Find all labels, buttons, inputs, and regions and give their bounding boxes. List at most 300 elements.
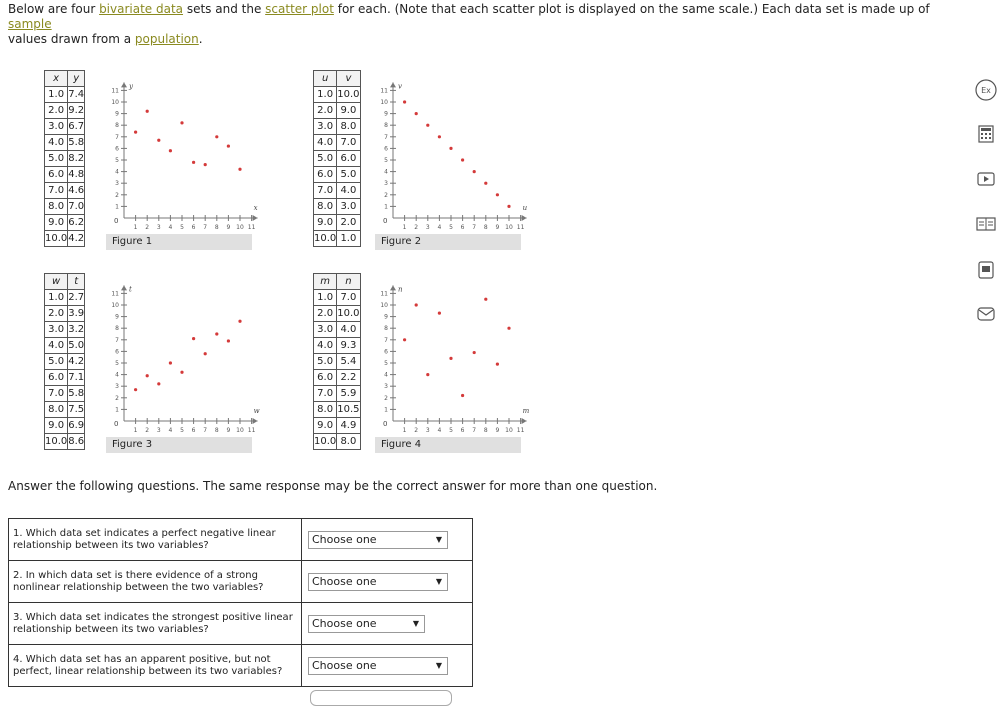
table-cell: 4.0 [314, 338, 337, 354]
x-tick-label: 7 [203, 224, 208, 231]
table-cell: 2.2 [337, 370, 360, 386]
table-cell: 2.0 [314, 103, 337, 119]
data-point [192, 161, 195, 164]
table-cell: 7.0 [337, 290, 360, 306]
table-cell: 10.0 [337, 87, 360, 103]
table-row [45, 386, 85, 402]
table-cell: 4.2 [68, 231, 85, 247]
x-tick-label: 7 [203, 427, 208, 434]
y-tick-label: 7 [115, 133, 119, 141]
x-tick-label: 9 [226, 224, 231, 231]
table-row [45, 135, 85, 151]
y-tick-label: 8 [115, 325, 119, 333]
dropdown-selected-value: Choose one [312, 658, 377, 672]
table-cell: 7.0 [45, 386, 68, 402]
table-row [314, 418, 361, 434]
table-row [314, 151, 361, 167]
table-cell: 9.0 [314, 215, 337, 231]
table-row [45, 231, 85, 247]
scatter-plot [371, 273, 530, 434]
y-axis-label: n [398, 285, 403, 294]
table-row [45, 434, 85, 450]
y-axis-arrow [390, 82, 396, 87]
mail-icon[interactable] [972, 300, 1000, 328]
intro-part: . [198, 32, 203, 46]
table-cell: 5.0 [68, 338, 85, 354]
x-tick-label: 6 [191, 224, 196, 231]
y-axis-label: y [129, 82, 133, 91]
table-row [314, 183, 361, 199]
link-population[interactable]: population [134, 32, 199, 46]
scatter-plot [102, 70, 258, 231]
table-cell: 7.0 [314, 386, 337, 402]
table-row [314, 306, 361, 322]
table-row [314, 386, 361, 402]
table-cell: 5.0 [314, 151, 337, 167]
y-tick-label: 7 [384, 336, 388, 344]
table-cell: 7.5 [68, 402, 85, 418]
data-point [484, 182, 487, 185]
data-point [134, 388, 137, 391]
x-tick-label: 10 [505, 427, 513, 434]
table-cell: 3.0 [314, 322, 337, 338]
submit-area[interactable] [310, 690, 452, 706]
data-point [227, 339, 230, 342]
table-cell: 8.0 [314, 199, 337, 215]
x-tick-label: 2 [414, 427, 419, 434]
table-cell: 6.0 [45, 167, 68, 183]
data-point [169, 149, 172, 152]
table-cell: 8.0 [314, 402, 337, 418]
data-point [215, 332, 218, 335]
data-point [426, 373, 429, 376]
table-cell: 4.0 [45, 135, 68, 151]
x-tick-label: 8 [214, 427, 219, 434]
data-point [484, 298, 487, 301]
table-cell: 1.0 [314, 87, 337, 103]
y-tick-label: 6 [384, 348, 388, 356]
table-cell: 3.9 [68, 306, 85, 322]
table-row [45, 199, 85, 215]
table-cell: 5.0 [337, 167, 360, 183]
table-cell: 6.9 [68, 418, 85, 434]
data-point [238, 320, 241, 323]
y-tick-label: 3 [115, 180, 119, 188]
answer-dropdown[interactable] [308, 573, 448, 591]
data-point [134, 131, 137, 134]
table-cell: 2.0 [314, 306, 337, 322]
x-tick-label: 11 [247, 427, 256, 434]
table-cell: 8.0 [45, 199, 68, 215]
x-tick-label: 4 [168, 427, 173, 434]
origin-label: 0 [383, 420, 388, 428]
y-tick-label: 11 [380, 290, 388, 298]
y-tick-label: 1 [384, 406, 388, 414]
table-header-cell: y [68, 71, 85, 87]
table-cell: 5.0 [314, 354, 337, 370]
table-row [314, 103, 361, 119]
x-axis-label: w [253, 407, 260, 415]
intro-text [8, 2, 968, 47]
table-cell: 4.0 [314, 135, 337, 151]
table-cell: 6.0 [314, 370, 337, 386]
questions-table [8, 518, 473, 687]
y-tick-label: 6 [115, 145, 119, 153]
table-row [314, 434, 361, 450]
answer-dropdown[interactable] [308, 657, 448, 675]
answer-dropdown[interactable] [308, 531, 448, 549]
x-tick-label: 1 [133, 427, 138, 434]
table-row [45, 418, 85, 434]
data-table [313, 70, 361, 247]
table-row [45, 167, 85, 183]
table-row [314, 199, 361, 215]
y-axis-arrow [121, 285, 127, 290]
table-header-cell: t [68, 274, 85, 290]
x-tick-label: 8 [214, 224, 219, 231]
x-tick-label: 6 [191, 427, 196, 434]
table-row [314, 322, 361, 338]
data-point [473, 351, 476, 354]
x-tick-label: 9 [495, 224, 500, 231]
y-axis-label: v [398, 82, 402, 91]
data-point [180, 121, 183, 124]
table-cell: 3.2 [68, 322, 85, 338]
x-tick-label: 7 [472, 427, 477, 434]
data-point [496, 193, 499, 196]
y-tick-label: 11 [111, 290, 119, 298]
table-cell: 7.0 [68, 199, 85, 215]
table-cell: 5.0 [45, 151, 68, 167]
intro-part: for each. (Note that each scatter plot is displayed on the same scale.) Each data set is made up of [333, 2, 930, 16]
y-tick-label: 9 [384, 313, 388, 321]
y-axis-label: t [129, 285, 132, 294]
table-cell: 2.0 [337, 215, 360, 231]
y-tick-label: 7 [384, 133, 388, 141]
table-cell: 7.0 [314, 183, 337, 199]
table-row [314, 354, 361, 370]
data-point [146, 110, 149, 113]
table-row [314, 215, 361, 231]
data-point [204, 352, 207, 355]
y-tick-label: 9 [115, 313, 119, 321]
data-point [507, 205, 510, 208]
table-cell: 9.0 [337, 103, 360, 119]
dropdown-selected-value: Choose one [312, 532, 377, 546]
x-tick-label: 10 [236, 224, 244, 231]
table-row [314, 338, 361, 354]
link-scatter-plot[interactable]: scatter plot [265, 2, 334, 16]
x-tick-label: 6 [460, 224, 465, 231]
dropdown-selected-value: Choose one [312, 574, 377, 588]
x-tick-label: 11 [516, 427, 525, 434]
table-cell: 8.2 [68, 151, 85, 167]
answer-cell [302, 603, 473, 645]
origin-label: 0 [114, 217, 119, 225]
table-cell: 6.0 [314, 167, 337, 183]
table-row [314, 231, 361, 247]
question-text: 4. Which data set has an apparent positive, but not perfect, linear relationship between its two variables? [9, 645, 302, 687]
data-point [438, 135, 441, 138]
y-tick-label: 11 [380, 87, 388, 95]
data-point [449, 147, 452, 150]
table-row [45, 87, 85, 103]
table-cell: 6.0 [45, 370, 68, 386]
y-tick-label: 3 [115, 383, 119, 391]
data-point [157, 139, 160, 142]
table-row [45, 322, 85, 338]
y-tick-label: 5 [115, 360, 119, 367]
x-axis-arrow [253, 215, 258, 221]
data-point [227, 144, 230, 147]
scatter-plot [102, 273, 260, 434]
table-cell: 4.0 [45, 338, 68, 354]
table-row [45, 306, 85, 322]
table-header-cell: v [337, 71, 360, 87]
table-row [45, 290, 85, 306]
table-cell: 9.0 [314, 418, 337, 434]
data-point [180, 371, 183, 374]
origin-label: 0 [383, 217, 388, 225]
data-table [313, 273, 361, 450]
y-tick-label: 10 [111, 99, 119, 106]
y-tick-label: 1 [115, 203, 119, 211]
play-icon[interactable] [972, 165, 1000, 193]
table-cell: 4.0 [337, 322, 360, 338]
figure-caption: Figure 4 [375, 437, 521, 453]
x-axis-label: u [522, 204, 528, 212]
table-cell: 10.0 [314, 434, 337, 450]
table-cell: 9.3 [337, 338, 360, 354]
table-cell: 8.6 [68, 434, 85, 450]
y-tick-label: 8 [384, 122, 388, 130]
table-row [45, 338, 85, 354]
table-cell: 3.0 [45, 119, 68, 135]
table-cell: 5.0 [45, 354, 68, 370]
table-cell: 6.7 [68, 119, 85, 135]
question-text: 1. Which data set indicates a perfect negative linear relationship between its two variables? [9, 519, 302, 561]
x-tick-label: 2 [145, 427, 150, 434]
table-cell: 9.0 [45, 215, 68, 231]
table-cell: 7.1 [68, 370, 85, 386]
data-point [507, 327, 510, 330]
svg-text:Ex: Ex [981, 86, 991, 95]
table-cell: 1.0 [314, 290, 337, 306]
table-cell: 4.6 [68, 183, 85, 199]
x-tick-label: 3 [425, 427, 430, 434]
data-point [169, 361, 172, 364]
answer-cell [302, 519, 473, 561]
table-cell: 10.0 [45, 231, 68, 247]
x-tick-label: 2 [414, 224, 419, 231]
table-cell: 4.0 [337, 183, 360, 199]
x-tick-label: 2 [145, 224, 150, 231]
figure-caption: Figure 1 [106, 234, 252, 250]
table-row [314, 119, 361, 135]
y-tick-label: 2 [384, 394, 388, 402]
table-cell: 5.8 [68, 135, 85, 151]
table-cell: 3.0 [337, 199, 360, 215]
link-bivariate-data[interactable]: bivariate data [99, 2, 184, 16]
dropdown-arrow-icon: ▼ [435, 660, 442, 670]
y-tick-label: 7 [115, 336, 119, 344]
table-cell: 4.8 [68, 167, 85, 183]
table-cell: 10.0 [337, 306, 360, 322]
y-tick-label: 8 [115, 122, 119, 130]
table-cell: 8.0 [337, 119, 360, 135]
table-cell: 2.7 [68, 290, 85, 306]
table-cell: 1.0 [45, 87, 68, 103]
table-row [314, 402, 361, 418]
x-tick-label: 10 [236, 427, 244, 434]
table-cell: 8.0 [45, 402, 68, 418]
y-tick-label: 6 [384, 145, 388, 153]
x-tick-label: 11 [516, 224, 525, 231]
y-tick-label: 2 [115, 191, 119, 199]
figure-caption: Figure 2 [375, 234, 521, 250]
data-point [473, 170, 476, 173]
intro-part: values drawn from a [8, 32, 135, 46]
y-tick-label: 9 [384, 110, 388, 118]
y-tick-label: 2 [115, 394, 119, 402]
table-cell: 10.0 [314, 231, 337, 247]
calculator-icon[interactable] [972, 120, 1000, 148]
dropdown-arrow-icon: ▼ [412, 618, 419, 628]
y-tick-label: 4 [115, 371, 119, 379]
question-row [9, 519, 473, 561]
data-point [215, 135, 218, 138]
table-cell: 9.2 [68, 103, 85, 119]
answer-cell [302, 645, 473, 687]
instruction-text: Answer the following questions. The same response may be the correct answer for more than one question. [8, 479, 658, 493]
x-axis-label: x [253, 204, 258, 212]
y-tick-label: 5 [115, 157, 119, 164]
table-header-cell: n [337, 274, 360, 290]
table-header-cell: x [45, 71, 68, 87]
table-row [45, 183, 85, 199]
table-row [45, 151, 85, 167]
table-cell: 9.0 [45, 418, 68, 434]
link-sample[interactable]: sample [8, 17, 52, 31]
x-tick-label: 5 [449, 224, 453, 231]
intro-part: sets and the [183, 2, 266, 16]
data-point [426, 124, 429, 127]
y-tick-label: 11 [111, 87, 119, 95]
y-tick-label: 4 [115, 168, 119, 176]
y-tick-label: 5 [384, 360, 388, 367]
x-axis-label: m [522, 407, 530, 415]
question-text: 2. In which data set is there evidence of a strong nonlinear relationship between the two variables? [9, 561, 302, 603]
table-row [314, 135, 361, 151]
x-tick-label: 3 [156, 224, 161, 231]
reader-icon[interactable] [972, 256, 1000, 284]
dropdown-selected-value: Choose one [312, 616, 377, 630]
table-cell: 4.9 [337, 418, 360, 434]
x-axis-arrow [522, 215, 527, 221]
table-row [45, 402, 85, 418]
table-cell: 3.0 [45, 322, 68, 338]
table-header-cell: m [314, 274, 337, 290]
table-cell: 4.2 [68, 354, 85, 370]
y-tick-label: 10 [380, 99, 388, 106]
table-row [314, 290, 361, 306]
x-tick-label: 3 [425, 224, 430, 231]
x-tick-label: 9 [226, 427, 231, 434]
answer-cell [302, 561, 473, 603]
x-tick-label: 4 [168, 224, 173, 231]
y-tick-label: 6 [115, 348, 119, 356]
table-cell: 1.0 [337, 231, 360, 247]
y-tick-label: 1 [384, 203, 388, 211]
x-axis-arrow [253, 418, 258, 424]
table-cell: 2.0 [45, 103, 68, 119]
dropdown-arrow-icon: ▼ [435, 576, 442, 586]
x-tick-label: 8 [483, 427, 488, 434]
data-point [238, 168, 241, 171]
table-cell: 5.9 [337, 386, 360, 402]
dropdown-arrow-icon: ▼ [435, 534, 442, 544]
data-point [146, 374, 149, 377]
table-cell: 6.0 [337, 151, 360, 167]
y-axis-arrow [121, 82, 127, 87]
table-cell: 10.0 [45, 434, 68, 450]
x-tick-label: 9 [495, 427, 500, 434]
data-point [403, 338, 406, 341]
table-cell: 10.5 [337, 402, 360, 418]
intro-part: Below are four [8, 2, 100, 16]
table-row [45, 370, 85, 386]
table-cell: 3.0 [314, 119, 337, 135]
table-cell: 5.4 [337, 354, 360, 370]
data-point [204, 163, 207, 166]
x-tick-label: 3 [156, 427, 161, 434]
table-cell: 1.0 [45, 290, 68, 306]
data-point [438, 312, 441, 315]
y-axis-arrow [390, 285, 396, 290]
table-cell: 8.0 [337, 434, 360, 450]
data-table [44, 70, 85, 247]
x-tick-label: 6 [460, 427, 465, 434]
table-row [314, 87, 361, 103]
table-cell: 7.4 [68, 87, 85, 103]
x-tick-label: 1 [402, 427, 407, 434]
y-tick-label: 9 [115, 110, 119, 118]
table-cell: 7.0 [45, 183, 68, 199]
y-tick-label: 3 [384, 383, 388, 391]
table-row [314, 370, 361, 386]
x-tick-label: 4 [437, 224, 442, 231]
question-row [9, 561, 473, 603]
x-tick-label: 8 [483, 224, 488, 231]
table-cell: 2.0 [45, 306, 68, 322]
table-row [45, 354, 85, 370]
table-cell: 5.8 [68, 386, 85, 402]
question-text: 3. Which data set indicates the strongest positive linear relationship between its two variables? [9, 603, 302, 645]
data-point [449, 357, 452, 360]
table-cell: 7.0 [337, 135, 360, 151]
y-tick-label: 10 [111, 302, 119, 309]
data-point [403, 100, 406, 103]
x-tick-label: 5 [180, 224, 184, 231]
y-tick-label: 1 [115, 406, 119, 414]
explanation-icon[interactable] [972, 76, 1000, 104]
data-point [415, 112, 418, 115]
table-cell: 6.2 [68, 215, 85, 231]
table-row [45, 119, 85, 135]
glossary-icon[interactable] [972, 210, 1000, 238]
y-tick-label: 2 [384, 191, 388, 199]
answer-dropdown[interactable] [308, 615, 425, 633]
